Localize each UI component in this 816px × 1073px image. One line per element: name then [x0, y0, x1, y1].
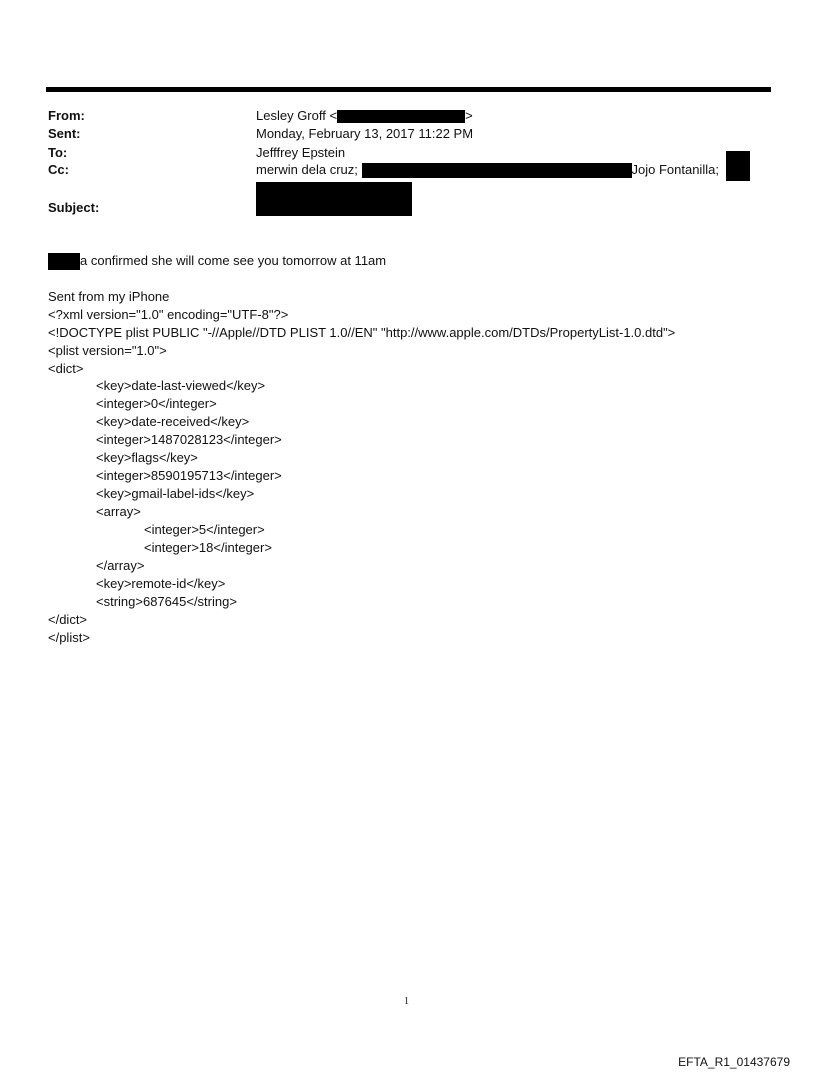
from-open-bracket: <: [329, 108, 338, 123]
plist-line: <key>date-received</key>: [96, 414, 250, 429]
plist-line: <key>date-last-viewed</key>: [96, 378, 266, 393]
sent-label: Sent:: [48, 126, 81, 141]
to-value: Jefffrey Epstein: [256, 145, 346, 160]
plist-line: <integer>8590195713</integer>: [96, 468, 282, 483]
plist-line: <!DOCTYPE plist PUBLIC "-//Apple//DTD PLIST 1.0//EN" "http://www.apple.com/DTDs/PropertyList-1.0.dtd">: [48, 325, 676, 340]
bates-number: EFTA_R1_01437679: [678, 1055, 790, 1069]
plist-line: <key>flags</key>: [96, 450, 198, 465]
cc-name-1: merwin dela cruz;: [256, 162, 358, 177]
sent-value: Monday, February 13, 2017 11:22 PM: [256, 126, 474, 141]
plist-line: <key>gmail-label-ids</key>: [96, 486, 255, 501]
to-label: To:: [48, 145, 68, 160]
from-value: [256, 108, 473, 124]
plist-line: <integer>0</integer>: [96, 396, 217, 411]
signature: Sent from my iPhone: [48, 289, 170, 304]
cc-label: Cc:: [48, 162, 69, 177]
plist-line: <key>remote-id</key>: [96, 576, 226, 591]
cc-name-2: Jojo Fontanilla;: [631, 162, 719, 177]
page-number: 1: [404, 996, 409, 1007]
redaction-cc-trailing: [726, 151, 750, 181]
plist-line: <string>687645</string>: [96, 594, 237, 609]
message-text: a confirmed she will come see you tomorrow at 11am: [80, 253, 387, 268]
header-rule: [46, 87, 771, 92]
cc-value: [256, 162, 719, 178]
plist-line: <integer>1487028123</integer>: [96, 432, 282, 447]
redaction-cc-recipients: [362, 163, 632, 178]
message-line: [48, 253, 386, 270]
plist-line: </dict>: [48, 612, 88, 627]
redaction-subject: [256, 182, 412, 216]
from-close-bracket: >: [465, 108, 473, 123]
from-label: From:: [48, 108, 85, 123]
plist-line: </plist>: [48, 630, 90, 645]
subject-label: Subject:: [48, 200, 100, 215]
redaction-from-email: [337, 110, 465, 123]
from-name: Lesley Groff: [256, 108, 326, 123]
plist-line: <array>: [96, 504, 141, 519]
plist-line: </array>: [96, 558, 145, 573]
plist-line: <integer>18</integer>: [144, 540, 272, 555]
plist-line: <integer>5</integer>: [144, 522, 265, 537]
plist-line: <dict>: [48, 361, 84, 376]
redaction-name: [48, 253, 80, 270]
plist-line: <?xml version="1.0" encoding="UTF-8"?>: [48, 307, 289, 322]
plist-line: <plist version="1.0">: [48, 343, 167, 358]
